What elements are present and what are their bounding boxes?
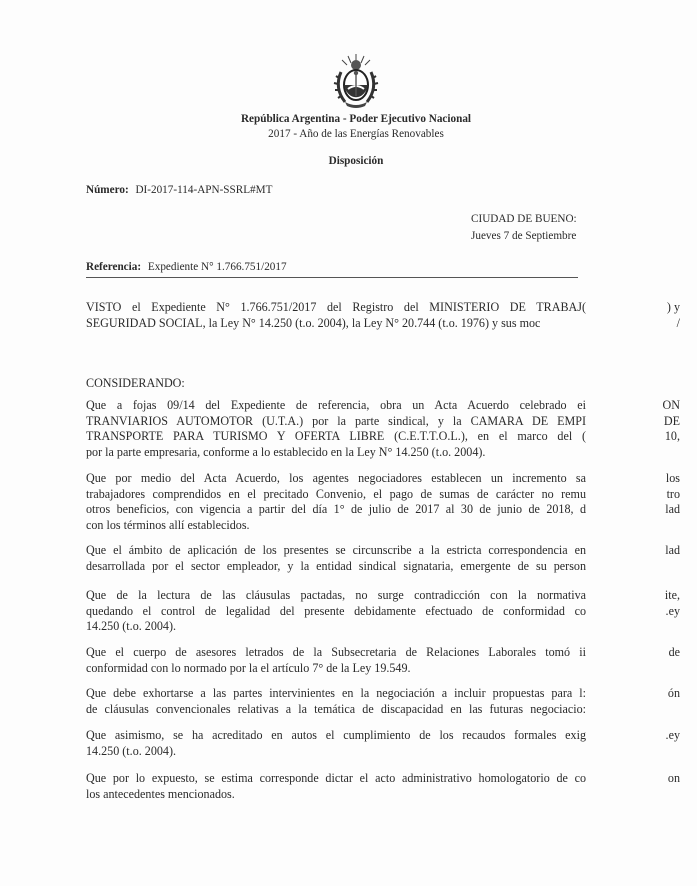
date-line: Jueves 7 de Septiembre xyxy=(471,230,577,242)
margin-fragment: .ey xyxy=(665,603,680,618)
paragraph-margin-fragments xyxy=(640,398,680,445)
paragraph-margin-fragments xyxy=(640,771,680,787)
paragraph-line: trabajadores comprendidos en el precitado Convenio, el pago de sumas de carácter no remu xyxy=(86,486,586,501)
reference-value: Expediente N° 1.766.751/2017 xyxy=(147,261,287,273)
paragraph-line: Que a fojas 09/14 del Expediente de referencia, obra un Acta Acuerdo celebrado ei xyxy=(86,398,586,412)
paragraph-margin-fragments xyxy=(640,728,680,744)
visto-line: VISTO el Expediente N° 1.766.751/2017 del Registro del MINISTERIO DE TRABAJ( xyxy=(86,300,586,314)
considerando-paragraph xyxy=(86,398,586,460)
margin-fragment: / xyxy=(676,315,680,330)
margin-fragment: 10, xyxy=(664,429,680,443)
paragraph-line: de cláusulas convencionales relativas a la temática de discapacidad en las futuras negociacio: xyxy=(86,701,586,716)
number-value: DI-2017-114-APN-SSRL#MT xyxy=(135,184,273,196)
visto-paragraph xyxy=(86,300,586,331)
margin-fragment: lad xyxy=(665,502,680,516)
considerando-paragraph xyxy=(86,588,586,635)
paragraph-line: Que de la lectura de las cláusulas pactadas, no surge contradicción con la normativa xyxy=(86,588,586,602)
paragraph-line: Que el cuerpo de asesores letrados de la Subsecretaria de Relaciones Laborales tomó ii xyxy=(86,645,586,659)
visto-line: SEGURIDAD SOCIAL, la Ley N° 14.250 (t.o. 2004), la Ley N° 20.744 (t.o. 1976) y sus moc xyxy=(86,315,541,330)
number-label: Número: xyxy=(86,184,129,196)
paragraph-line: TRANSPORTE PARA TURISMO Y OFERTA LIBRE (C.E.T.T.O.L.), en el marco del ( xyxy=(86,429,586,443)
paragraph-line: Que debe exhortarse a las partes intervinientes en la negociación a incluir propuestas para l: xyxy=(86,686,586,700)
considerando-heading: CONSIDERANDO: xyxy=(86,376,185,390)
paragraph-line: Que el ámbito de aplicación de los presentes se circunscribe a la estricta correspondencia en xyxy=(86,543,586,557)
government-title: República Argentina - Poder Ejecutivo Nacional xyxy=(240,113,472,125)
margin-fragment: .ey xyxy=(665,728,680,742)
year-motto: 2017 - Año de las Energías Renovables xyxy=(268,128,444,140)
margin-fragment: los xyxy=(665,471,680,485)
margin-fragment: de xyxy=(668,645,680,659)
paragraph-margin-fragments xyxy=(640,686,680,702)
paragraph-line: con los términos allí establecidos. xyxy=(86,517,250,532)
considerando-paragraph xyxy=(86,645,586,676)
paragraph-line: conformidad con lo normado por la el artículo 7° de la Ley 19.549. xyxy=(86,660,411,675)
reference xyxy=(86,261,287,273)
margin-fragment: lad xyxy=(665,543,680,557)
paragraph-margin-fragments xyxy=(640,645,680,661)
considerando-paragraph xyxy=(86,543,586,574)
city-line: CIUDAD DE BUENO: xyxy=(471,213,577,225)
coat-of-arms-icon xyxy=(331,52,381,110)
paragraph-margin-fragments xyxy=(640,471,680,518)
paragraph-line: los antecedentes mencionados. xyxy=(86,786,235,801)
considerando-paragraph xyxy=(86,686,586,717)
margin-fragment: DE xyxy=(663,413,680,428)
considerando-paragraph xyxy=(86,771,586,802)
considerando-paragraph xyxy=(86,471,586,533)
paragraph-margin-fragments xyxy=(640,588,680,619)
visto-margin-fragments xyxy=(640,300,680,331)
paragraph-line: quedando el control de legalidad del presente debidamente efectuado de conformidad co xyxy=(86,603,586,618)
document-number xyxy=(86,184,272,196)
paragraph-line: Que por medio del Acta Acuerdo, los agentes negociadores establecen un incremento sa xyxy=(86,471,586,485)
considerando-paragraph xyxy=(86,728,586,759)
margin-fragment: on xyxy=(667,771,680,785)
reference-label: Referencia: xyxy=(86,261,142,273)
paragraph-line: otros beneficios, con vigencia a partir del día 1° de julio de 2017 al 30 de junio de 2018, d xyxy=(86,502,586,516)
paragraph-line: 14.250 (t.o. 2004). xyxy=(86,619,177,633)
paragraph-line: TRANVIARIOS AUTOMOTOR (U.T.A.) por la parte sindical, y la CAMARA DE EMPI xyxy=(86,413,586,428)
paragraph-line: por la parte empresaria, conforme a lo establecido en la Ley N° 14.250 (t.o. 2004). xyxy=(86,444,486,459)
margin-fragment: ón xyxy=(667,686,680,700)
paragraph-line: Que asimismo, se ha acreditado en autos el cumplimiento de los recaudos formales exig xyxy=(86,728,586,742)
margin-fragment: ite, xyxy=(664,588,680,602)
paragraph-line: desarrollada por el sector empleador, y la entidad sindical signataria, emergente de su person xyxy=(86,558,586,573)
margin-fragment: tro xyxy=(666,486,680,501)
document-type: Disposición xyxy=(328,155,384,167)
paragraph-line: Que por lo expuesto, se estima corresponde dictar el acto administrativo homologatorio de co xyxy=(86,771,586,785)
paragraph-line: 14.250 (t.o. 2004). xyxy=(86,743,177,758)
margin-fragment: ) y xyxy=(666,300,680,314)
paragraph-margin-fragments xyxy=(640,543,680,559)
reference-divider xyxy=(86,277,578,278)
margin-fragment: ON xyxy=(662,398,680,412)
